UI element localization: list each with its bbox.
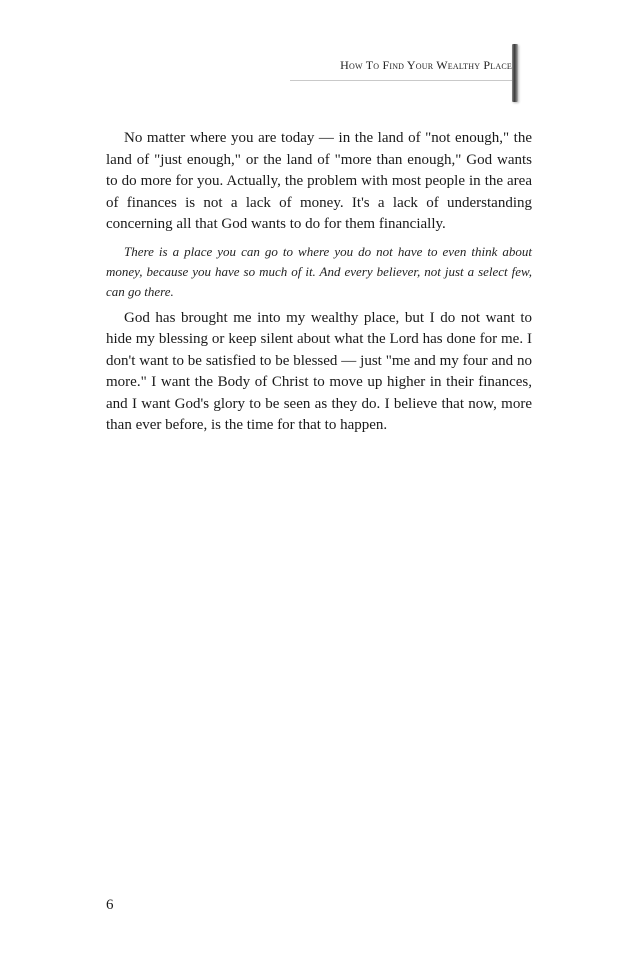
running-head-vertical-bar <box>512 44 518 102</box>
paragraph-3: God has brought me into my wealthy place, but I do not want to hide my blessing or keep silent about what the Lord has done for me. I don't want to be satisfied to be blessed — just "me and my four and no more." I want the Body of Christ to move up higher in their finances, and I want God's glory to be seen as they do. I believe that now, more than ever before, is the time for that to happen. <box>106 309 532 433</box>
running-head-rule-line <box>290 80 512 81</box>
paragraph-1: No matter where you are today — in the land of "not enough," the land of "just enough," or the land of "more than enough," God wants to do more for you. Actually, the problem with most people in the area of finances is not a lack of money. It's a lack of understanding concerning all that God wants to do for them financially. <box>106 130 532 232</box>
body-text <box>106 128 532 443</box>
page-number: 6 <box>106 897 114 913</box>
paragraph-2-italic: There is a place you can go to where you do not have to even think about money, because you have so much of it. And every believer, not just a select few, can go there. <box>106 243 532 299</box>
running-head: How To Find Your Wealthy Place <box>340 58 512 72</box>
